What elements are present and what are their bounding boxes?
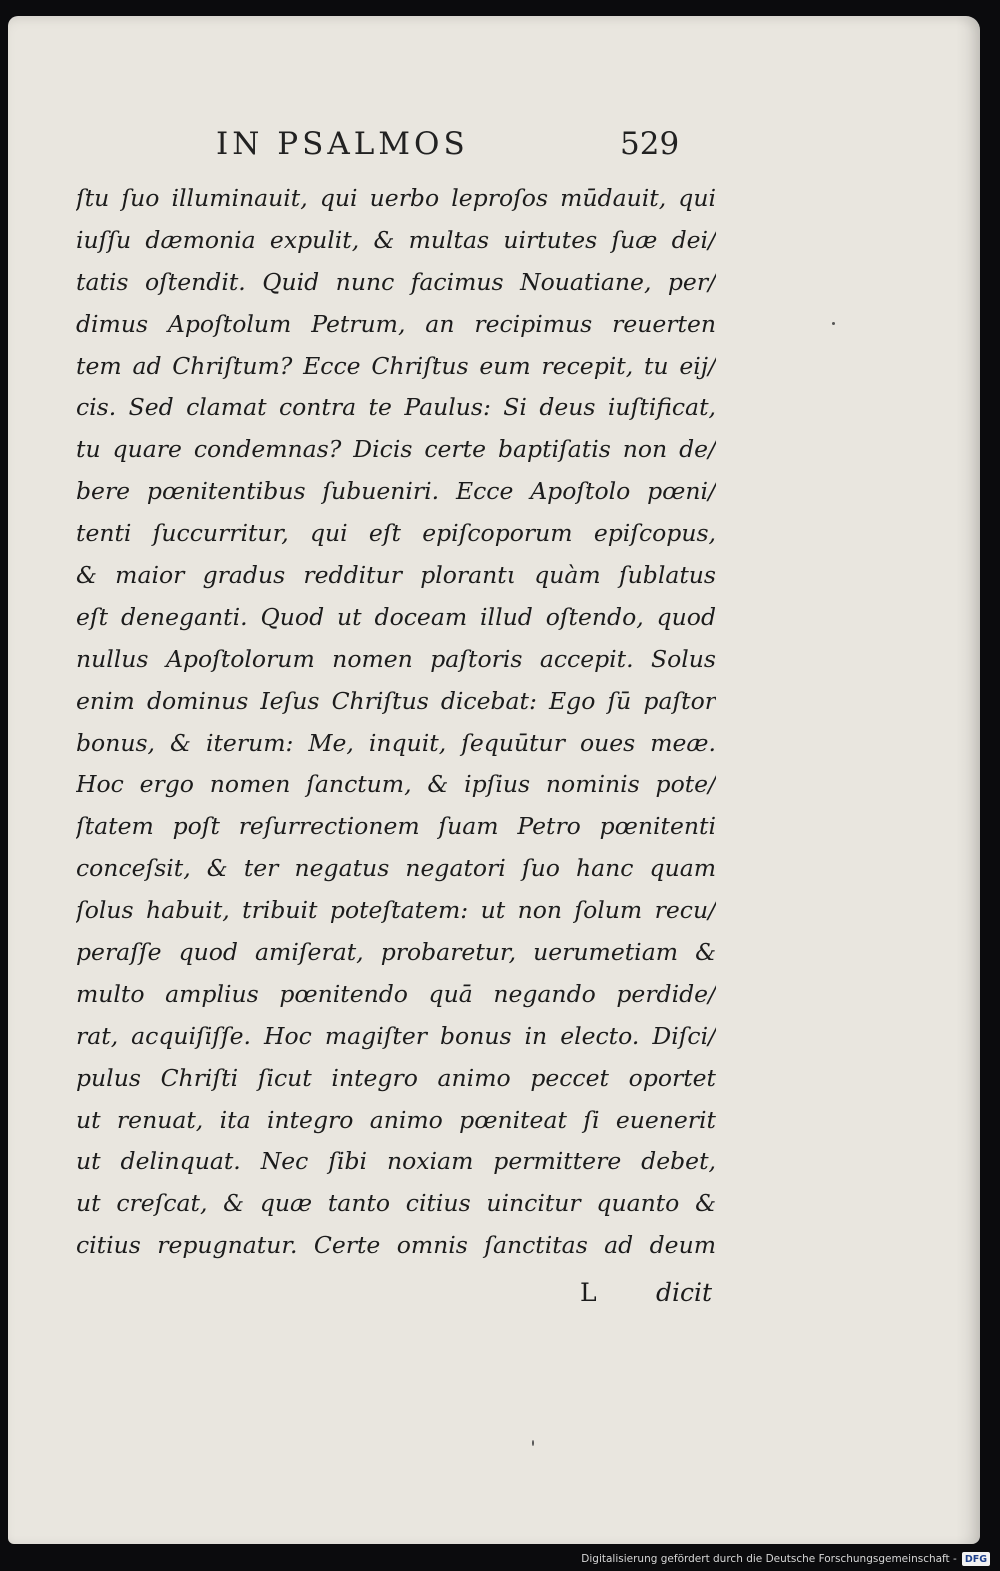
signature-mark: L	[580, 1278, 597, 1307]
text-line: multo amplius pœnitendo quā negando perdide/	[76, 979, 716, 1008]
text-line: & maior gradus redditur plorantι quàm ſublatus	[76, 561, 716, 590]
text-line: enim dominus Ieſus Chriſtus dicebat: Ego ſū paſtor	[76, 686, 716, 715]
text-line: pulus Chriſti ſicut integro animo peccet oportet	[76, 1063, 716, 1092]
catchword: dicit	[655, 1278, 712, 1307]
text-line: citius repugnatur. Certe omnis ſanctitas ad deum	[76, 1231, 716, 1260]
text-line: rat, acquiſiſſe. Hoc magiſter bonus in electo. Diſci/	[76, 1021, 716, 1050]
page-number: 529	[620, 126, 680, 162]
text-line: dimus Apoſtolum Petrum, an recipimus reuerten	[76, 309, 716, 338]
body-text	[76, 178, 716, 1267]
text-line: iuſſu dæmonia expulit, & multas uirtutes ſuæ dei/	[76, 225, 716, 254]
text-line: nullus Apoſtolorum nomen paſtoris accepit. Solus	[76, 644, 716, 673]
text-line: bere pœnitentibus ſubueniri. Ecce Apoſtolo pœni/	[76, 477, 716, 506]
text-line: ſtu ſuo illuminauit, qui uerbo leproſos mūdauit, qui	[76, 184, 716, 212]
text-line: ut delinquat. Nec ſibi noxiam permittere debet,	[76, 1147, 716, 1176]
text-line: peraſſe quod amiſerat, probaretur, uerumetiam &	[76, 938, 716, 967]
paper-speck	[532, 1440, 534, 1446]
text-line: conceſsit, & ter negatus negatori ſuo hanc quam	[76, 854, 716, 883]
paper-speck	[832, 322, 835, 325]
running-title: IN PSALMOS	[216, 126, 469, 162]
running-head	[8, 126, 980, 166]
text-line: ſtatem poſt reſurrectionem ſuam Petro pœnitenti	[76, 812, 716, 841]
text-line: ut renuat, ita integro animo pœniteat ſi euenerit	[76, 1105, 716, 1134]
text-line: ſolus habuit, tribuit poteſtatem: ut non ſolum recu/	[76, 896, 716, 925]
text-line: tatis oſtendit. Quid nunc facimus Nouatiane, per/	[76, 267, 716, 296]
text-line: eſt deneganti. Quod ut doceam illud oſtendo, quod	[76, 602, 716, 631]
digitization-credit	[581, 1551, 990, 1567]
text-line: tem ad Chriſtum? Ecce Chriſtus eum recepit, tu eij/	[76, 351, 716, 380]
text-line: Hoc ergo nomen ſanctum, & ipſius nominis pote/	[76, 770, 716, 799]
text-line: cis. Sed clamat contra te Paulus: Si deus iuſtificat,	[76, 393, 716, 422]
dfg-logo: DFG	[962, 1552, 990, 1566]
text-line: ut creſcat, & quæ tanto citius uincitur quanto &	[76, 1189, 716, 1218]
text-line: tenti ſuccurritur, qui eſt epiſcoporum epiſcopus,	[76, 519, 716, 548]
page-footer	[76, 1278, 716, 1318]
credit-text: Digitalisierung gefördert durch die Deutsche Forschungsgemeinschaft -	[581, 1553, 957, 1565]
text-line: tu quare condemnas? Dicis certe baptiſatis non de/	[76, 435, 716, 464]
book-page	[8, 16, 980, 1544]
text-line: bonus, & iterum: Me, inquit, ſequūtur oues meæ.	[76, 728, 716, 757]
